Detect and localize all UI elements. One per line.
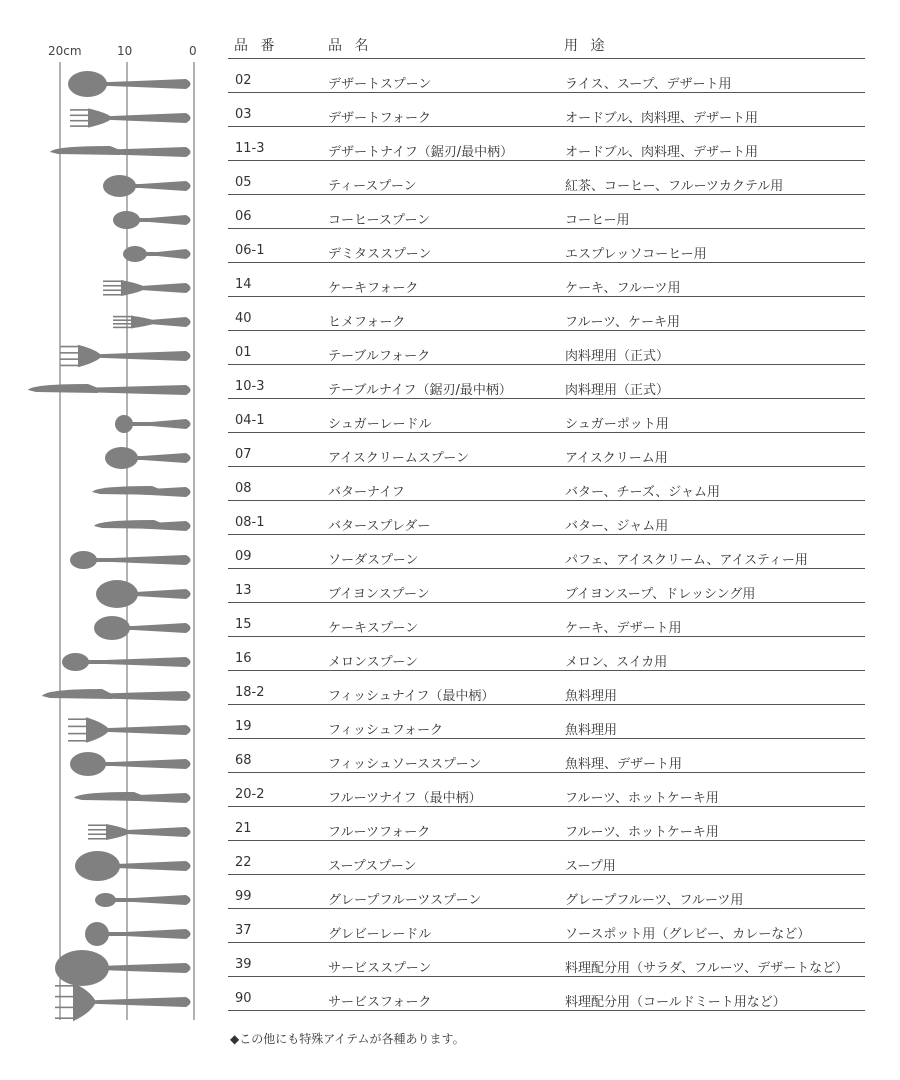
spoon-icon [94,616,191,640]
product-name: フルーツフォーク [328,825,431,840]
product-use: 肉料理用（正式） [565,383,670,398]
product-name: ケーキフォーク [328,281,419,296]
product-name: デザートフォーク [328,111,431,126]
scale-label-20cm: 20cm [48,44,82,58]
product-number: 08-1 [235,515,265,530]
product-use: フルーツ、ホットケーキ用 [565,791,719,806]
product-use: ケーキ、フルーツ用 [565,281,681,296]
knife-icon [50,146,191,157]
product-number: 08 [235,481,252,496]
product-use: メロン、スイカ用 [565,655,668,670]
table-row [228,297,865,331]
header-use: 用 途 [564,38,609,54]
knife-icon [28,384,191,395]
product-use: コーヒー用 [565,213,630,228]
product-number: 18-2 [235,685,265,700]
cutlery-table [228,32,865,1011]
table-row [228,739,865,773]
product-name: サービスフォーク [328,995,432,1010]
product-name: ケーキスプーン [328,621,419,636]
footnote: ◆この他にも特殊アイテムが各種あります。 [230,1032,465,1046]
table-row [228,943,865,977]
table-row [228,807,865,841]
spoon-icon [75,851,191,881]
product-name: ヒメフォーク [328,315,406,330]
product-name: シュガーレードル [328,417,432,432]
spoon-icon [113,211,191,229]
product-number: 03 [235,107,252,122]
scale-label-0: 0 [189,44,197,58]
product-use: 料理配分用（サラダ、フルーツ、デザートなど） [565,961,849,976]
table-row [228,365,865,399]
spoon-icon [62,653,191,671]
product-use: 紅茶、コーヒー、フルーツカクテル用 [565,179,784,194]
table-row [228,93,865,127]
table-header [228,32,865,59]
product-name: メロンスプーン [328,655,418,670]
product-use: ソースポット用（グレビー、カレーなど） [565,927,811,942]
product-name: バターナイフ [328,485,405,500]
product-number: 40 [235,311,252,326]
table-row [228,603,865,637]
table-row [228,229,865,263]
product-use: エスプレッソコーヒー用 [565,247,707,262]
table-row [228,195,865,229]
fork-icon [103,280,191,296]
product-number: 01 [235,345,252,360]
product-name: フルーツナイフ（最中柄） [328,791,482,806]
spoon-icon [95,893,191,907]
product-name: ブイヨンスプーン [328,587,430,602]
spoon-icon [96,580,191,608]
header-name: 品 名 [328,38,373,54]
product-name: テーブルフォーク [328,349,431,364]
product-number: 22 [235,855,252,870]
product-use: フルーツ、ホットケーキ用 [565,825,719,840]
knife-icon [74,792,191,803]
table-row [228,161,865,195]
product-name: グレビーレードル [328,927,432,942]
product-use: 魚料理用 [565,689,618,704]
product-name: バタースプレダー [328,519,431,534]
table-row [228,637,865,671]
scale-label-10: 10 [117,44,133,58]
product-name: フィッシュナイフ（最中柄） [328,689,495,704]
product-number: 02 [235,73,252,88]
fork-icon [68,717,191,743]
table-row [228,909,865,943]
spoon-icon [105,447,191,469]
product-use: ケーキ、デザート用 [565,621,682,636]
table-row [228,535,865,569]
product-use: ライス、スープ、デザート用 [565,77,732,92]
product-number: 06-1 [235,243,265,258]
table-row [228,569,865,603]
table-row [228,875,865,909]
product-use: パフェ、アイスクリーム、アイスティー用 [565,553,808,568]
cutlery-silhouettes [28,71,191,1021]
product-number: 10-3 [235,379,265,394]
table-row [228,331,865,365]
product-use: オードブル、肉料理、デザート用 [565,145,759,160]
product-number: 99 [235,889,252,904]
product-name: テーブルナイフ（鋸刃/最中柄） [328,383,512,398]
product-number: 07 [235,447,252,462]
table-row [228,841,865,875]
product-name: アイスクリームスプーン [328,451,470,466]
product-number: 21 [235,821,252,836]
product-use: 肉料理用（正式） [565,349,670,364]
product-name: サービススプーン [328,961,432,976]
cutlery-size-ruler [0,0,215,1080]
product-use: オードブル、肉料理、デザート用 [565,111,759,126]
product-name: グレープフルーツスプーン [328,893,482,908]
product-use: バター、ジャム用 [565,519,669,534]
product-number: 05 [235,175,252,190]
product-number: 19 [235,719,252,734]
table-row [228,263,865,297]
fork-icon [88,824,191,840]
product-number: 09 [235,549,252,564]
product-use: 魚料理用 [565,723,618,738]
product-name: ソーダスプーン [328,553,419,568]
fork-icon [60,345,191,367]
product-use: フルーツ、ケーキ用 [565,315,681,330]
product-use: アイスクリーム用 [565,451,668,466]
table-row [228,671,865,705]
product-name: スープスプーン [328,859,417,874]
product-name: ティースプーン [328,179,417,194]
table-row [228,467,865,501]
table-row [228,399,865,433]
product-use: 魚料理、デザート用 [565,757,683,772]
table-row [228,501,865,535]
product-use: スープ用 [565,859,616,874]
product-use: バター、チーズ、ジャム用 [565,485,720,500]
product-number: 20-2 [235,787,265,802]
table-row [228,433,865,467]
product-name: デミタススプーン [328,247,432,262]
product-number: 37 [235,923,252,938]
product-number: 15 [235,617,252,632]
spoon-icon [123,246,191,262]
spoon-icon [55,950,191,986]
ladle-icon [85,922,191,946]
ladle-icon [115,415,191,433]
product-number: 04-1 [235,413,265,428]
product-use: シュガーポット用 [565,417,669,432]
product-number: 06 [235,209,252,224]
product-use: ブイヨンスープ、ドレッシング用 [565,587,756,602]
table-row [228,127,865,161]
table-row [228,705,865,739]
spoon-icon [68,71,191,97]
fork-icon [55,983,191,1021]
product-number: 14 [235,277,252,292]
knife-icon [42,689,191,701]
table-body [228,59,865,1011]
spoon-icon [103,175,191,197]
product-number: 90 [235,991,252,1006]
product-name: デザートナイフ（鋸刃/最中柄） [328,145,514,160]
header-number: 品 番 [234,38,279,54]
product-use: グレープフルーツ、フルーツ用 [565,893,744,908]
fork-icon [113,316,191,329]
spoon-icon [70,551,191,569]
product-name: コーヒースプーン [328,213,431,228]
product-number: 11-3 [235,141,265,156]
table-row [228,977,865,1011]
product-number: 13 [235,583,252,598]
spreader-icon [94,520,191,531]
table-row [228,59,865,93]
product-name: デザートスプーン [328,77,432,92]
knife-icon [92,486,191,497]
product-use: 料理配分用（コールドミート用など） [565,995,786,1010]
product-number: 68 [235,753,252,768]
spoon-icon [70,752,191,776]
product-number: 16 [235,651,252,666]
fork-icon [70,108,191,127]
product-name: フィッシュソーススプーン [328,757,482,772]
table-row [228,773,865,807]
product-number: 39 [235,957,252,972]
product-name: フィッシュフォーク [328,723,444,738]
